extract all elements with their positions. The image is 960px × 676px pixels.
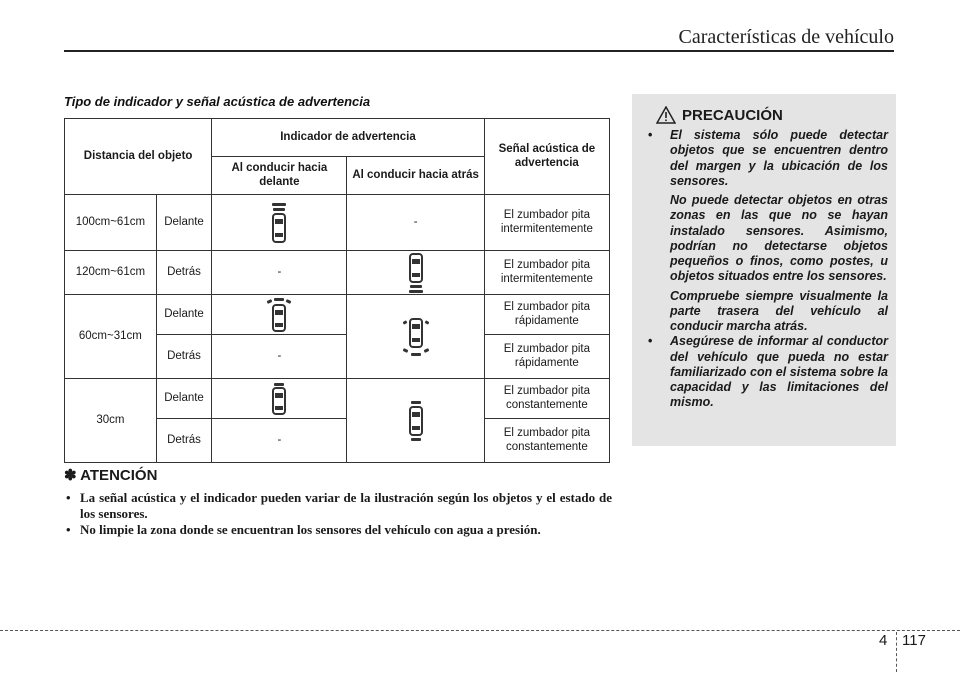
col-head-sound: Señal acústica de advertencia xyxy=(484,119,609,195)
cell-forward: - xyxy=(212,419,347,463)
caution-item: • El sistema sólo puede detectar objetos que se encuentren dentro del margen y la ubicación de los sensores. xyxy=(646,128,888,189)
running-header-title: Características de vehículo xyxy=(678,26,894,48)
car-front-warning-icon xyxy=(270,202,288,244)
chapter-number: 4 xyxy=(879,632,888,649)
caution-header xyxy=(656,106,888,124)
table-caption: Tipo de indicador y señal acústica de advertencia xyxy=(64,94,371,109)
cell-position: Delante xyxy=(156,295,211,335)
caution-item: • Asegúrese de informar al conductor del vehículo que pueda no estar familiarizado con el sistema sobre la capacidad y las limitaciones del mismo. xyxy=(646,334,888,410)
cell-sound: El zumbador pita constantemente xyxy=(484,419,609,463)
header-rule xyxy=(64,50,894,52)
col-head-forward: Al conducir hacia delante xyxy=(212,157,347,195)
footer-rule xyxy=(0,630,960,631)
caution-item: Compruebe siempre visualmente la parte trasera del vehículo al conducir marcha atrás. xyxy=(670,288,888,333)
cell-forward: - xyxy=(212,335,347,379)
cell-position: Delante xyxy=(156,195,211,251)
caution-item: No puede detectar objetos en otras zonas en las que no se hayan instalado sensores. Asimismo, podrían no detectarse objetos pequeños o finos, como postes, u objetos situados entre los sensores. xyxy=(670,193,888,284)
cell-distance: 60cm~31cm xyxy=(65,295,157,379)
warning-table xyxy=(64,118,610,463)
table-row xyxy=(65,195,610,251)
col-head-distance: Distancia del objeto xyxy=(65,119,212,195)
cell-forward xyxy=(212,195,347,251)
cell-sound: El zumbador pita rápidamente xyxy=(484,335,609,379)
col-head-indicator: Indicador de advertencia xyxy=(212,119,484,157)
cell-distance: 100cm~61cm xyxy=(65,195,157,251)
table-row xyxy=(65,251,610,295)
car-rear-warning-icon xyxy=(407,252,425,294)
car-front-sides-warning-icon xyxy=(266,297,292,333)
cell-sound: El zumbador pita constantemente xyxy=(484,379,609,419)
cell-sound: El zumbador pita rápidamente xyxy=(484,295,609,335)
cell-reverse xyxy=(347,295,484,379)
cell-forward xyxy=(212,295,347,335)
cell-sound: El zumbador pita intermitentemente xyxy=(484,195,609,251)
table-row xyxy=(65,295,610,335)
note-title: ✽ ATENCIÓN xyxy=(64,467,158,484)
note-item: • La señal acústica y el indicador pueden variar de la ilustración según los objetos y el estado de los sensores. xyxy=(64,490,612,522)
cell-position: Detrás xyxy=(156,335,211,379)
cell-position: Delante xyxy=(156,379,211,419)
cell-distance: 30cm xyxy=(65,379,157,463)
car-surround-close-warning-icon xyxy=(403,400,429,442)
footer-separator xyxy=(896,632,898,672)
table-row xyxy=(65,379,610,419)
cell-distance: 120cm~61cm xyxy=(65,251,157,295)
cell-reverse: - xyxy=(347,195,484,251)
warning-triangle-icon xyxy=(656,106,676,124)
cell-forward xyxy=(212,379,347,419)
cell-position: Detrás xyxy=(156,419,211,463)
car-rear-sides-warning-icon xyxy=(401,315,431,359)
cell-forward: - xyxy=(212,251,347,295)
cell-position: Detrás xyxy=(156,251,211,295)
note-list xyxy=(64,490,612,538)
note-item: • No limpie la zona donde se encuentran los sensores del vehículo con agua a presión. xyxy=(64,522,612,538)
cell-reverse xyxy=(347,251,484,295)
cell-sound: El zumbador pita intermitentemente xyxy=(484,251,609,295)
col-head-reverse: Al conducir hacia atrás xyxy=(347,157,484,195)
cell-reverse xyxy=(347,379,484,463)
caution-list xyxy=(646,128,888,411)
caution-title: PRECAUCIÓN xyxy=(682,106,783,124)
car-front-close-warning-icon xyxy=(268,382,290,416)
page-number: 117 xyxy=(902,632,926,649)
caution-box xyxy=(632,94,896,446)
